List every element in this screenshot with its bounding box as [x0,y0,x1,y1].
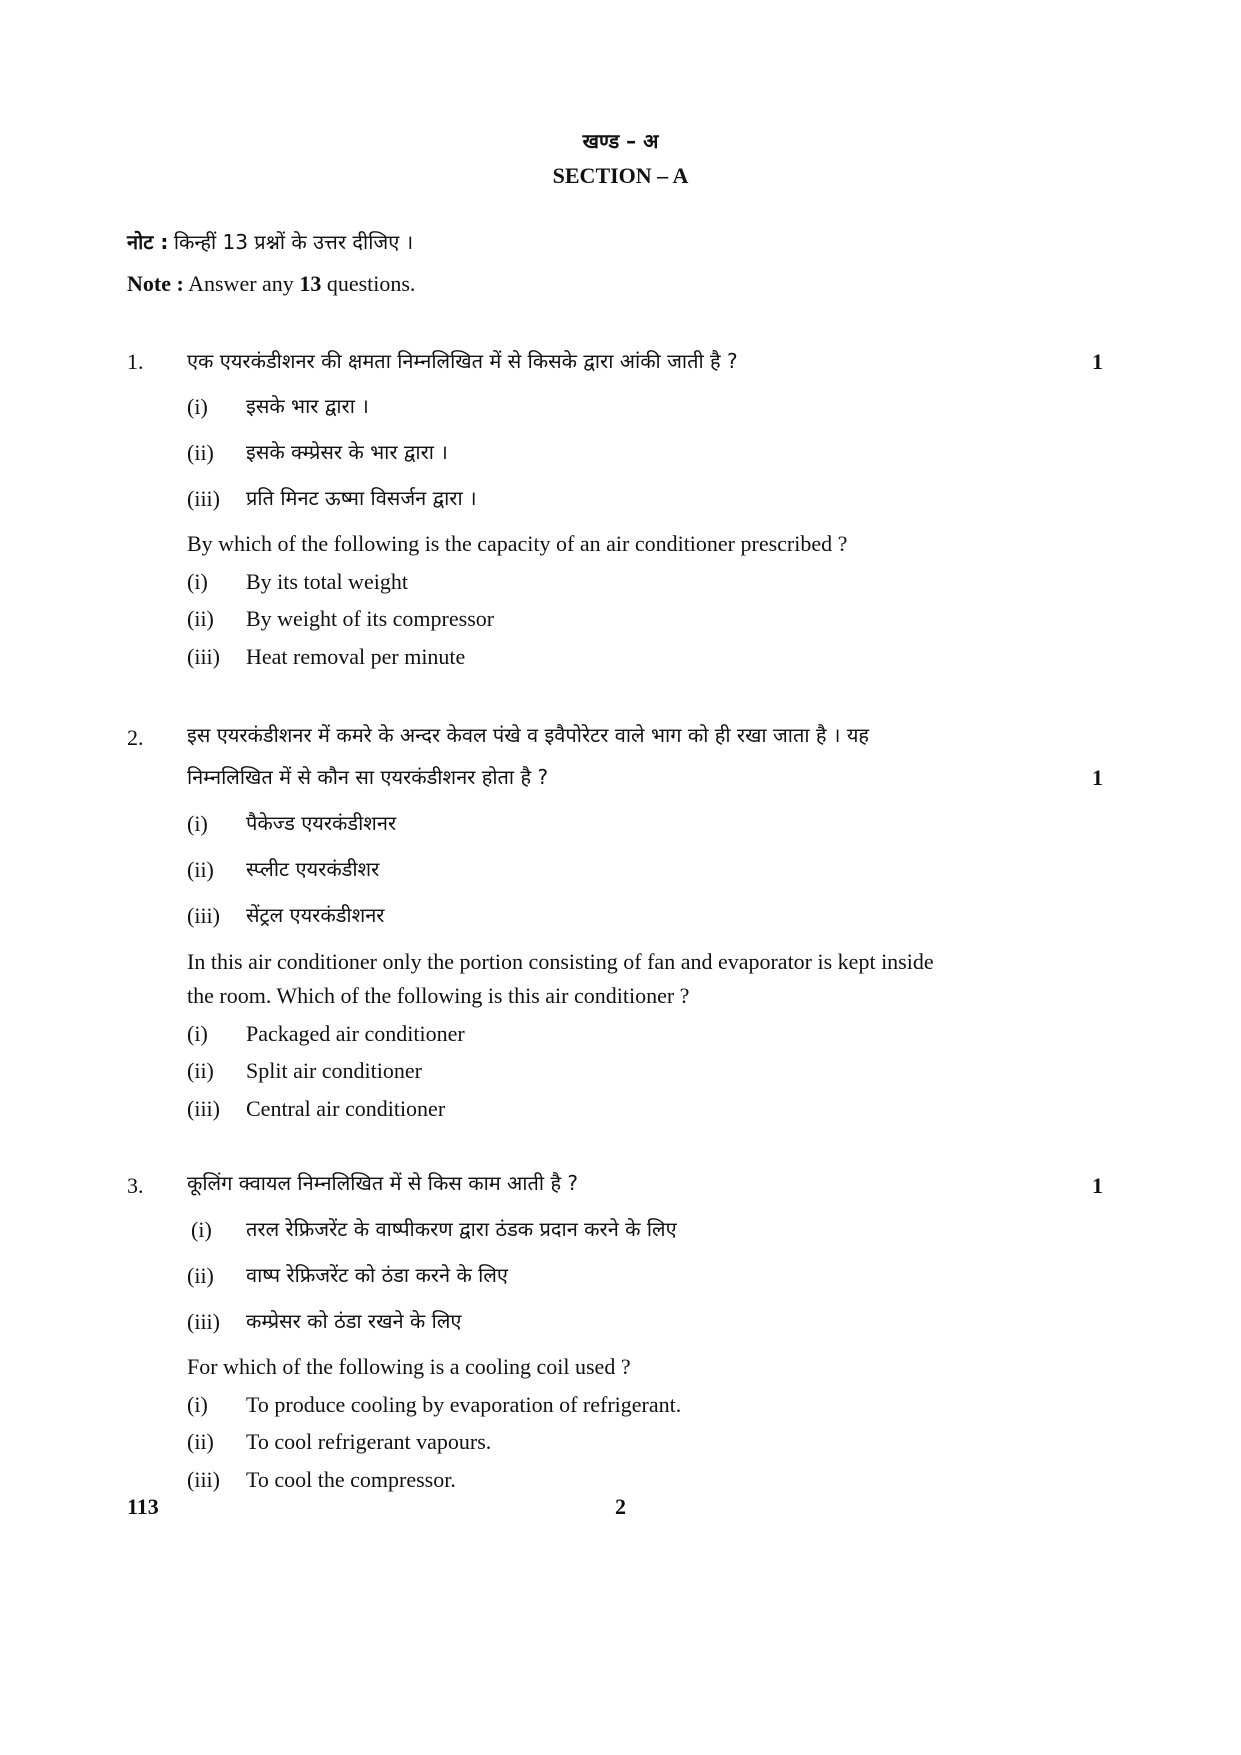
question-marks: 1 [1092,1173,1103,1198]
question-number: 1. [127,349,144,374]
option-text-english: Central air conditioner [246,1096,446,1121]
option-text-hindi: वाष्प रेफ्रिजरेंट को ठंडा करने के लिए [246,1263,508,1287]
question-marks: 1 [1092,765,1103,790]
option-label: (iii) [187,1096,220,1121]
option-label: (i) [187,394,208,419]
option-text-hindi: स्प्लीट एयरकंडीशर [246,857,380,881]
option-text-hindi: पैकेज्ड एयरकंडीशनर [246,811,397,835]
page-number: 2 [615,1494,626,1519]
note-english [127,270,415,299]
note-english-text-before: Answer any [188,271,294,296]
section-title-hindi: खण्ड – अ [582,129,659,153]
note-hindi-text: किन्हीं 13 प्रश्नों के उत्तर दीजिए । [173,230,414,254]
option-label: (i) [191,1217,212,1242]
option-label: (iii) [187,486,220,511]
option-text-english: Heat removal per minute [246,644,466,669]
option-text-english: Packaged air conditioner [246,1021,465,1046]
paper-code: 113 [127,1494,159,1519]
option-text-english: To cool refrigerant vapours. [246,1429,492,1454]
question-text-hindi: कूलिंग क्वायल निम्नलिखित में से किस काम आती है ? [187,1171,579,1195]
option-label: (i) [187,1392,208,1417]
option-label: (iii) [187,1309,220,1334]
option-label: (iii) [187,644,220,669]
question-text-hindi-line-1: इस एयरकंडीशनर में कमरे के अन्दर केवल पंखे व इवैपोरेटर वाले भाग को ही रखा जाता है । यह [187,723,870,747]
question-number: 3. [127,1173,144,1198]
question-number: 2. [127,725,144,750]
option-text-english: Split air conditioner [246,1058,422,1083]
option-label: (ii) [187,1429,214,1454]
question-text-english: For which of the following is a cooling coil used ? [187,1354,631,1379]
question-text-hindi: एक एयरकंडीशनर की क्षमता निम्नलिखित में से किसके द्वारा आंकी जाती है ? [187,349,738,373]
option-label: (i) [187,1021,208,1046]
section-title-english: SECTION – A [552,163,689,188]
option-label: (i) [187,811,208,836]
option-label: (ii) [187,440,214,465]
option-label: (ii) [187,857,214,882]
question-text-english: By which of the following is the capacity of an air conditioner prescribed ? [187,531,848,556]
option-text-hindi: प्रति मिनट ऊष्मा विसर्जन द्वारा । [246,486,477,510]
option-text-hindi: इसके भार द्वारा । [246,394,369,418]
option-text-hindi: इसके क्म्प्रेसर के भार द्वारा । [246,440,448,464]
option-label: (i) [187,569,208,594]
option-text-hindi: कम्प्रेसर को ठंडा रखने के लिए [246,1309,462,1333]
question-text-english-line-1: In this air conditioner only the portion consisting of fan and evaporator is kept inside [187,949,934,974]
question-text-english-line-2: the room. Which of the following is this air conditioner ? [187,983,690,1008]
option-text-english: To cool the compressor. [246,1467,456,1492]
question-text-hindi-line-2: निम्नलिखित में से कौन सा एयरकंडीशनर होता है ? [187,765,549,789]
option-label: (iii) [187,903,220,928]
option-text-english: By its total weight [246,569,408,594]
option-text-hindi: सेंट्रल एयरकंडीशनर [246,903,385,927]
option-label: (ii) [187,1058,214,1083]
option-text-hindi: तरल रेफ्रिजरेंट के वाष्पीकरण द्वारा ठंडक प्रदान करने के लिए [246,1217,677,1241]
note-hindi-label: नोट : [127,230,169,254]
note-english-count: 13 [299,271,322,296]
note-english-text-after: questions. [326,271,416,296]
note-hindi [127,228,413,257]
option-label: (iii) [187,1467,220,1492]
option-text-english: To produce cooling by evaporation of refrigerant. [246,1392,682,1417]
option-text-english: By weight of its compressor [246,606,495,631]
note-english-label: Note : [127,271,184,296]
option-label: (ii) [187,1263,214,1288]
option-label: (ii) [187,606,214,631]
question-marks: 1 [1092,349,1103,374]
